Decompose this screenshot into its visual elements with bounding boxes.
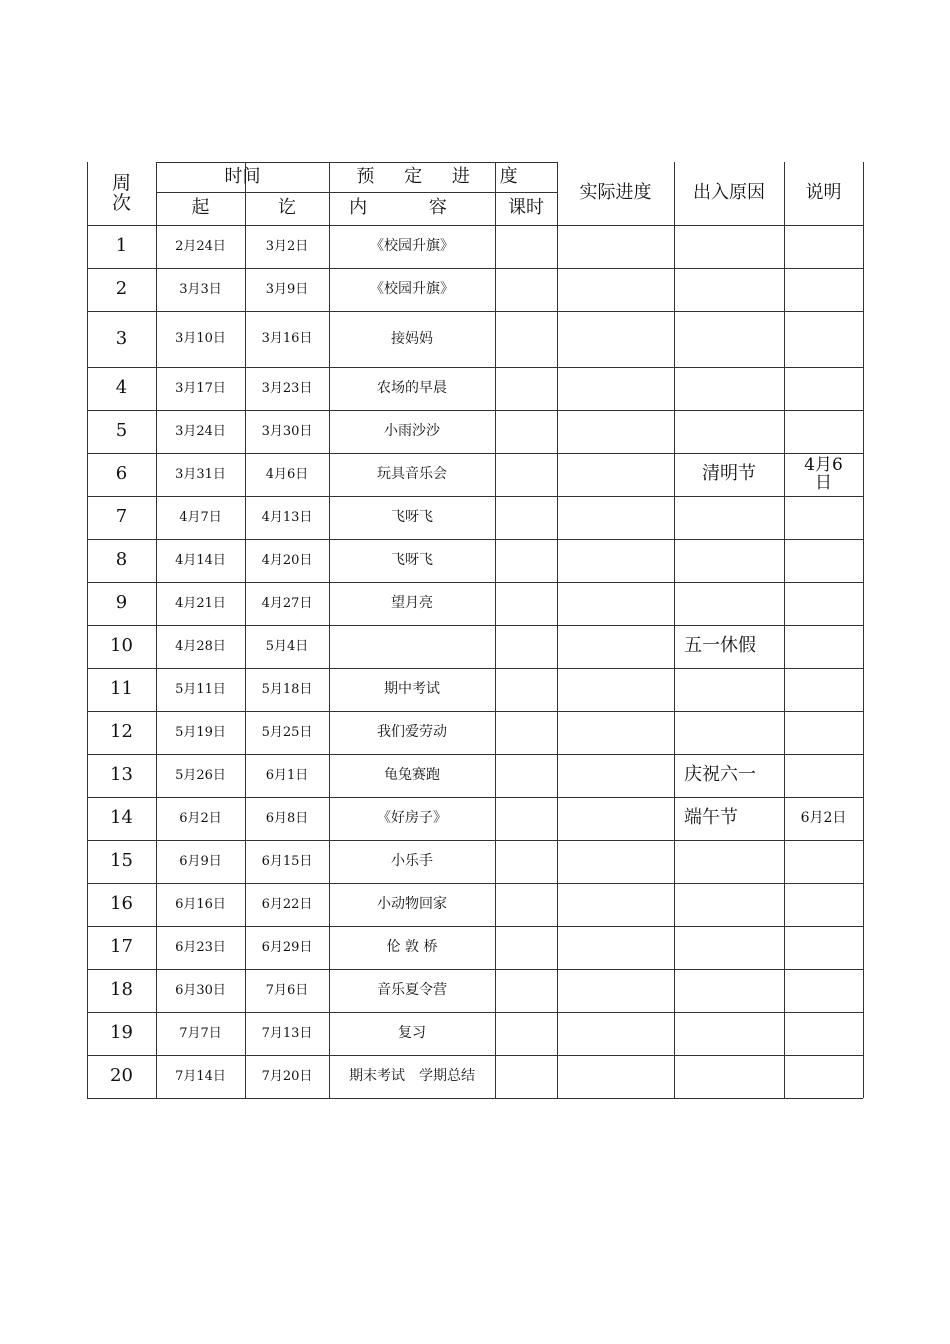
cell-week: 14	[110, 807, 133, 829]
cell-week: 4	[115, 377, 128, 399]
cell-content: 飞呀飞	[391, 509, 433, 526]
cell-week: 15	[110, 850, 133, 872]
cell-reason	[674, 926, 784, 969]
cell-start: 6月16日	[175, 896, 226, 912]
cell-reason	[674, 668, 784, 711]
cell-start: 3月10日	[175, 331, 226, 347]
cell-start: 5月26日	[175, 767, 226, 783]
cell-end: 3月2日	[265, 238, 309, 254]
cell-reason	[674, 840, 784, 883]
cell-note	[784, 754, 863, 797]
cell-start: 4月14日	[175, 552, 226, 568]
cell-start: 7月14日	[175, 1068, 226, 1084]
cell-week: 3	[115, 327, 128, 349]
cell-note	[784, 225, 863, 268]
cell-start: 7月7日	[179, 1025, 222, 1041]
cell-start: 3月31日	[175, 466, 226, 482]
cell-start: 2月24日	[175, 238, 226, 254]
cell-week: 16	[110, 893, 133, 915]
header-time: 时间	[224, 165, 261, 187]
header-note: 说明	[805, 182, 842, 204]
cell-note	[784, 969, 863, 1012]
cell-end: 3月16日	[261, 331, 313, 347]
cell-end: 7月6日	[265, 982, 309, 998]
cell-start: 3月3日	[179, 281, 222, 297]
cell-reason	[674, 367, 784, 410]
header-end: 讫	[278, 197, 296, 219]
cell-start: 5月11日	[175, 681, 226, 697]
cell-end: 5月25日	[261, 724, 313, 740]
header-reason: 出入原因	[693, 182, 765, 204]
cell-week: 6	[115, 463, 128, 485]
cell-week: 20	[110, 1065, 133, 1087]
cell-start: 6月9日	[179, 853, 222, 869]
cell-reason	[674, 883, 784, 926]
cell-reason: 清明节	[702, 463, 756, 485]
cell-content: 玩具音乐会	[377, 466, 447, 483]
cell-content: 小乐手	[391, 853, 433, 870]
cell-content	[329, 625, 495, 668]
cell-note	[784, 1012, 863, 1055]
cell-note	[784, 926, 863, 969]
cell-reason	[674, 1012, 784, 1055]
cell-reason: 庆祝六一	[684, 764, 756, 786]
cell-content: 复习	[398, 1025, 426, 1042]
cell-end: 5月18日	[261, 681, 313, 697]
cell-week: 11	[110, 678, 133, 700]
cell-start: 6月23日	[175, 939, 226, 955]
header-actual: 实际进度	[579, 182, 652, 204]
cell-end: 4月6日	[265, 466, 309, 482]
cell-note	[784, 410, 863, 453]
cell-week: 18	[110, 979, 133, 1001]
cell-note	[784, 539, 863, 582]
cell-end: 3月30日	[261, 423, 313, 439]
cell-end: 3月23日	[261, 380, 313, 396]
cell-note: 4月6日	[804, 454, 843, 493]
cell-reason: 端午节	[684, 807, 738, 829]
cell-reason	[674, 582, 784, 625]
cell-content: 小雨沙沙	[384, 423, 440, 440]
cell-end: 6月1日	[265, 767, 309, 783]
cell-note	[784, 668, 863, 711]
header-content: 内 容	[349, 197, 475, 219]
cell-end: 4月13日	[261, 509, 313, 525]
cell-end: 6月15日	[261, 853, 313, 869]
cell-start: 4月21日	[175, 595, 226, 611]
cell-week: 17	[110, 936, 133, 958]
cell-content: 龟兔赛跑	[384, 767, 440, 784]
cell-reason	[674, 268, 784, 311]
cell-start: 4月28日	[175, 638, 226, 654]
cell-start: 4月7日	[179, 509, 222, 525]
cell-end: 4月27日	[261, 595, 313, 611]
cell-note	[784, 582, 863, 625]
cell-content: 期中考试	[384, 681, 440, 698]
cell-content: 伦 敦 桥	[386, 939, 438, 956]
cell-content: 期末考试 学期总结	[349, 1068, 475, 1085]
cell-start: 6月30日	[175, 982, 226, 998]
cell-note	[784, 840, 863, 883]
cell-end: 3月9日	[265, 281, 309, 297]
cell-note	[784, 883, 863, 926]
cell-week: 9	[115, 592, 128, 614]
cell-end: 7月20日	[261, 1068, 313, 1084]
cell-end: 5月4日	[265, 638, 309, 654]
cell-end: 7月13日	[261, 1025, 313, 1041]
header-start: 起	[191, 197, 210, 219]
cell-note	[784, 711, 863, 754]
cell-end: 4月20日	[261, 552, 313, 568]
cell-week: 13	[110, 764, 133, 786]
cell-content: 接妈妈	[391, 330, 433, 347]
cell-week: 2	[115, 278, 128, 300]
cell-content: 《好房子》	[377, 810, 447, 827]
cell-note	[784, 311, 863, 367]
cell-content: 《校园升旗》	[370, 238, 454, 255]
cell-content: 小动物回家	[377, 896, 447, 913]
cell-week: 5	[115, 420, 128, 442]
header-hours: 课时	[508, 197, 544, 219]
cell-reason: 五一休假	[684, 635, 756, 657]
cell-content: 农场的早晨	[377, 380, 447, 397]
header-week: 周次	[112, 171, 132, 214]
cell-reason	[674, 1055, 784, 1098]
cell-note	[784, 496, 863, 539]
cell-note: 6月2日	[800, 810, 847, 827]
cell-content: 飞呀飞	[391, 552, 433, 569]
header-planned: 预 定 进 度	[356, 165, 530, 187]
cell-start: 5月19日	[175, 724, 226, 740]
cell-start: 3月17日	[175, 380, 226, 396]
cell-reason	[674, 969, 784, 1012]
cell-content: 望月亮	[391, 595, 433, 612]
cell-note	[784, 268, 863, 311]
cell-reason	[674, 311, 784, 367]
cell-end: 6月29日	[261, 939, 313, 955]
cell-week: 10	[110, 635, 133, 657]
cell-week: 12	[110, 721, 133, 743]
cell-content: 音乐夏令营	[377, 982, 447, 999]
cell-start: 6月2日	[179, 810, 222, 826]
cell-end: 6月8日	[265, 810, 309, 826]
cell-reason	[674, 225, 784, 268]
cell-reason	[674, 496, 784, 539]
cell-content: 我们爱劳动	[377, 724, 447, 741]
cell-week: 1	[115, 235, 128, 257]
cell-note	[784, 1055, 863, 1098]
cell-reason	[674, 539, 784, 582]
cell-reason	[674, 410, 784, 453]
cell-content: 《校园升旗》	[370, 281, 454, 298]
cell-note	[784, 367, 863, 410]
cell-note	[784, 625, 863, 668]
cell-end: 6月22日	[261, 896, 313, 912]
cell-reason	[674, 711, 784, 754]
cell-week: 19	[110, 1022, 133, 1044]
cell-week: 8	[115, 549, 128, 571]
cell-start: 3月24日	[175, 423, 226, 439]
cell-week: 7	[115, 506, 128, 528]
